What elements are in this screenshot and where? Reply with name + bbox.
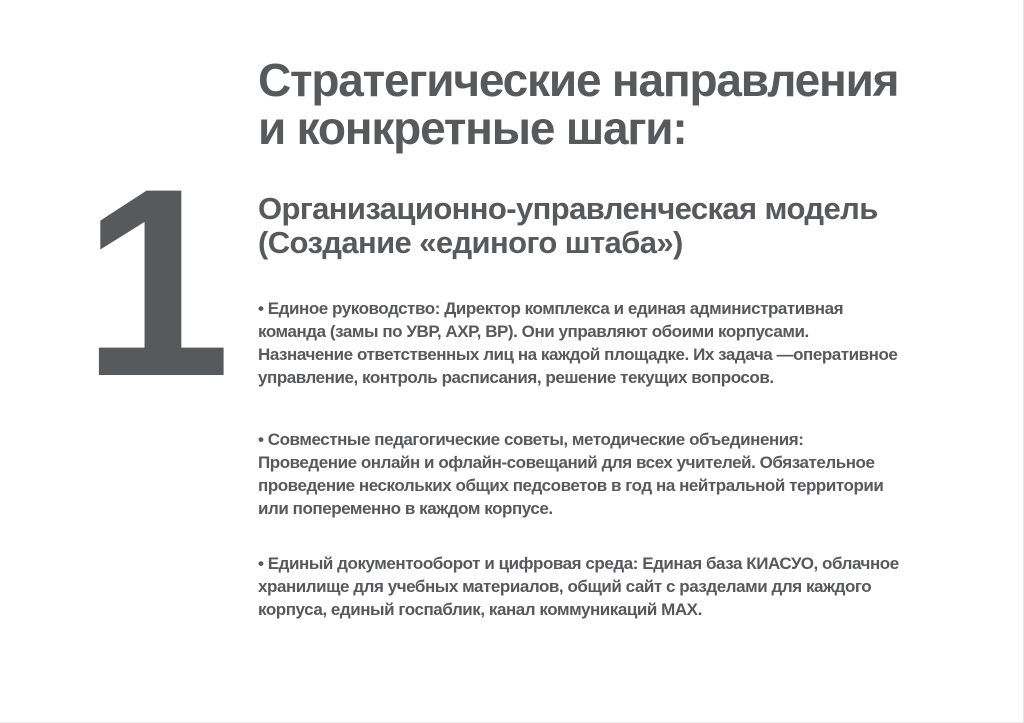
bullet-line: Назначение ответственных лиц на каждой площадке. Их задача —оперативное (258, 345, 898, 364)
title-line: и конкретные шаги: (258, 102, 687, 154)
bullet-line: хранилище для учебных материалов, общий сайт с разделами для каждого (258, 577, 872, 596)
bullet-line: команда (замы по УВР, АХР, ВР). Они управляют обоими корпусами. (258, 322, 809, 341)
bullet-line: • Единый документооборот и цифровая среда: Единая база КИАСУО, облачное (258, 554, 899, 573)
subtitle-line: Организационно-управленческая модель (258, 191, 878, 226)
title-line: Стратегические направления (258, 54, 899, 106)
bullet-joint-councils (258, 428, 883, 520)
bullet-line: • Единое руководство: Директор комплекса и единая административная (258, 299, 844, 318)
slide-number: 1 (82, 132, 226, 432)
bullet-line: • Совместные педагогические советы, методические объединения: (258, 430, 804, 449)
bullet-line: корпуса, единый госпаблик, канал коммуникаций МАХ. (258, 600, 702, 619)
bullet-line: или попеременно в каждом корпусе. (258, 499, 553, 518)
bullet-digital-environment (258, 552, 899, 621)
bullet-line: Проведение онлайн и офлайн-совещаний для всех учителей. Обязательное (258, 453, 875, 472)
section-subtitle (258, 192, 998, 260)
subtitle-line: (Создание «единого штаба») (258, 225, 683, 260)
bullet-unified-management (258, 297, 897, 389)
page-title (258, 56, 998, 152)
bullet-line: управление, контроль расписания, решение текущих вопросов. (258, 368, 774, 387)
bullet-line: проведение нескольких общих педсоветов в год на нейтральной территории (258, 476, 884, 495)
